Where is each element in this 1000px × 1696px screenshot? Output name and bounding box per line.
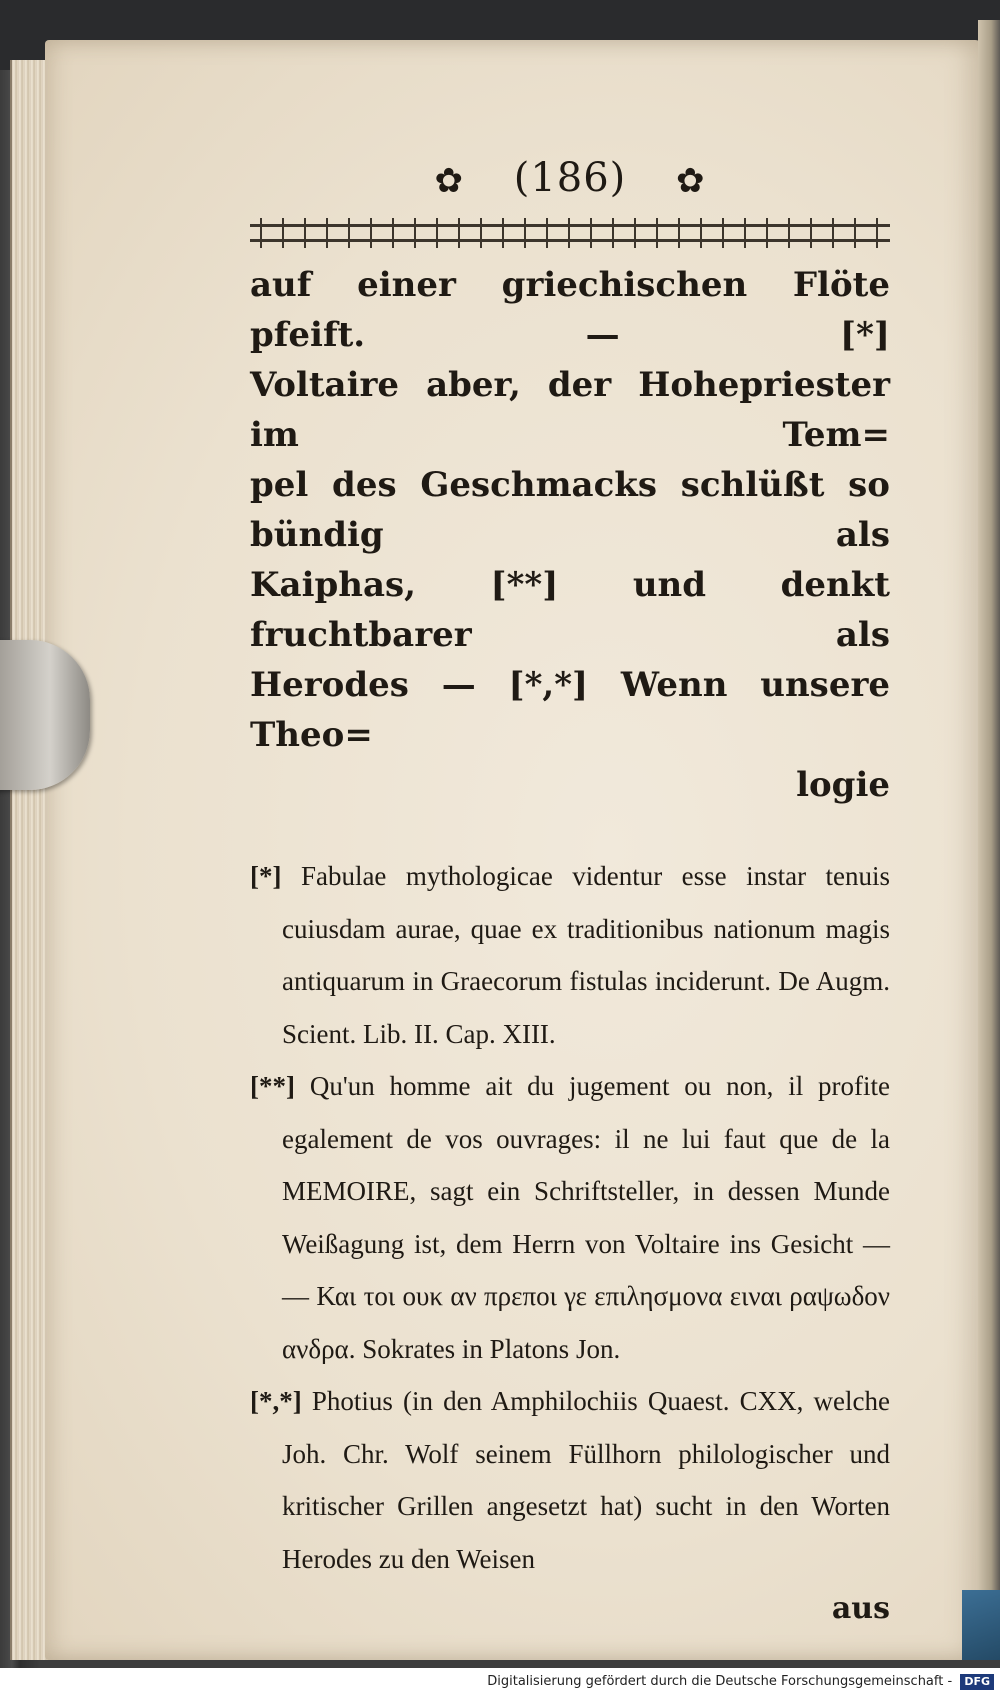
main-text [250,260,890,810]
footer-text: Digitalisierung gefördert durch die Deutsche Forschungsgemeinschaft - [487,1674,953,1689]
footnote [250,1375,890,1585]
text-line: logie [796,765,890,805]
flower-ornament-icon: ✿ [434,161,464,201]
text-line: Kaiphas, [**] und denkt fruchtbarer als [250,565,890,655]
page-number: (186) [513,155,627,201]
binding-edge [978,20,1000,1660]
page-header [250,150,890,206]
footnote-text: Photius (in den Amphilochiis Quaest. CXX, welche Joh. Chr. Wolf seinem Füllhorn philologischer und kritischer Grillen angesetzt hat) sucht in den Worten Herodes zu den Weisen [282,1386,890,1574]
text-line: auf einer griechischen Flöte pfeift. — [*] [250,265,890,355]
catchword: aus [831,1591,890,1626]
footnote [250,1060,890,1375]
footnote-text: Fabulae mythologicae videntur esse instar tenuis cuiusdam aurae, quae ex traditionibus nationum magis antiquarum in Graecorum fistulas inciderunt. De Augm. Scient. Lib. II. Cap. XIII. [282,861,891,1049]
dfg-logo: DFG [960,1674,994,1690]
flower-ornament-icon: ✿ [676,161,706,201]
text-line: Voltaire aber, der Hohepriester im Tem= [250,365,890,455]
footnotes [250,850,890,1633]
page-content [250,150,890,1633]
digitization-footer [0,1668,1000,1696]
footnote-mark: [**] [250,1071,295,1101]
footnote-mark: [*] [250,861,282,891]
footnote-mark: [*,*] [250,1386,302,1416]
cover-corner [962,1590,1000,1660]
page-clip [0,640,90,790]
text-line: pel des Geschmacks schlüßt so bündig als [250,465,890,555]
text-line: Herodes — [*,*] Wenn unsere Theo= [250,665,890,755]
footnote-text: Qu'un homme ait du jugement ou non, il profite egalement de vos ouvrages: il ne lui faut que de la MEMOIRE, sagt ein Schriftsteller, in dessen Munde Weißagung ist, dem Herrn von Voltaire ins Gesicht — — Και τοι ουκ αν πρεποι γε επιλησμονα ειναι ραψωδον ανδρα. Sokrates in Platons Jon. [282,1071,891,1364]
footnote [250,850,890,1060]
decorative-rule [250,218,890,248]
